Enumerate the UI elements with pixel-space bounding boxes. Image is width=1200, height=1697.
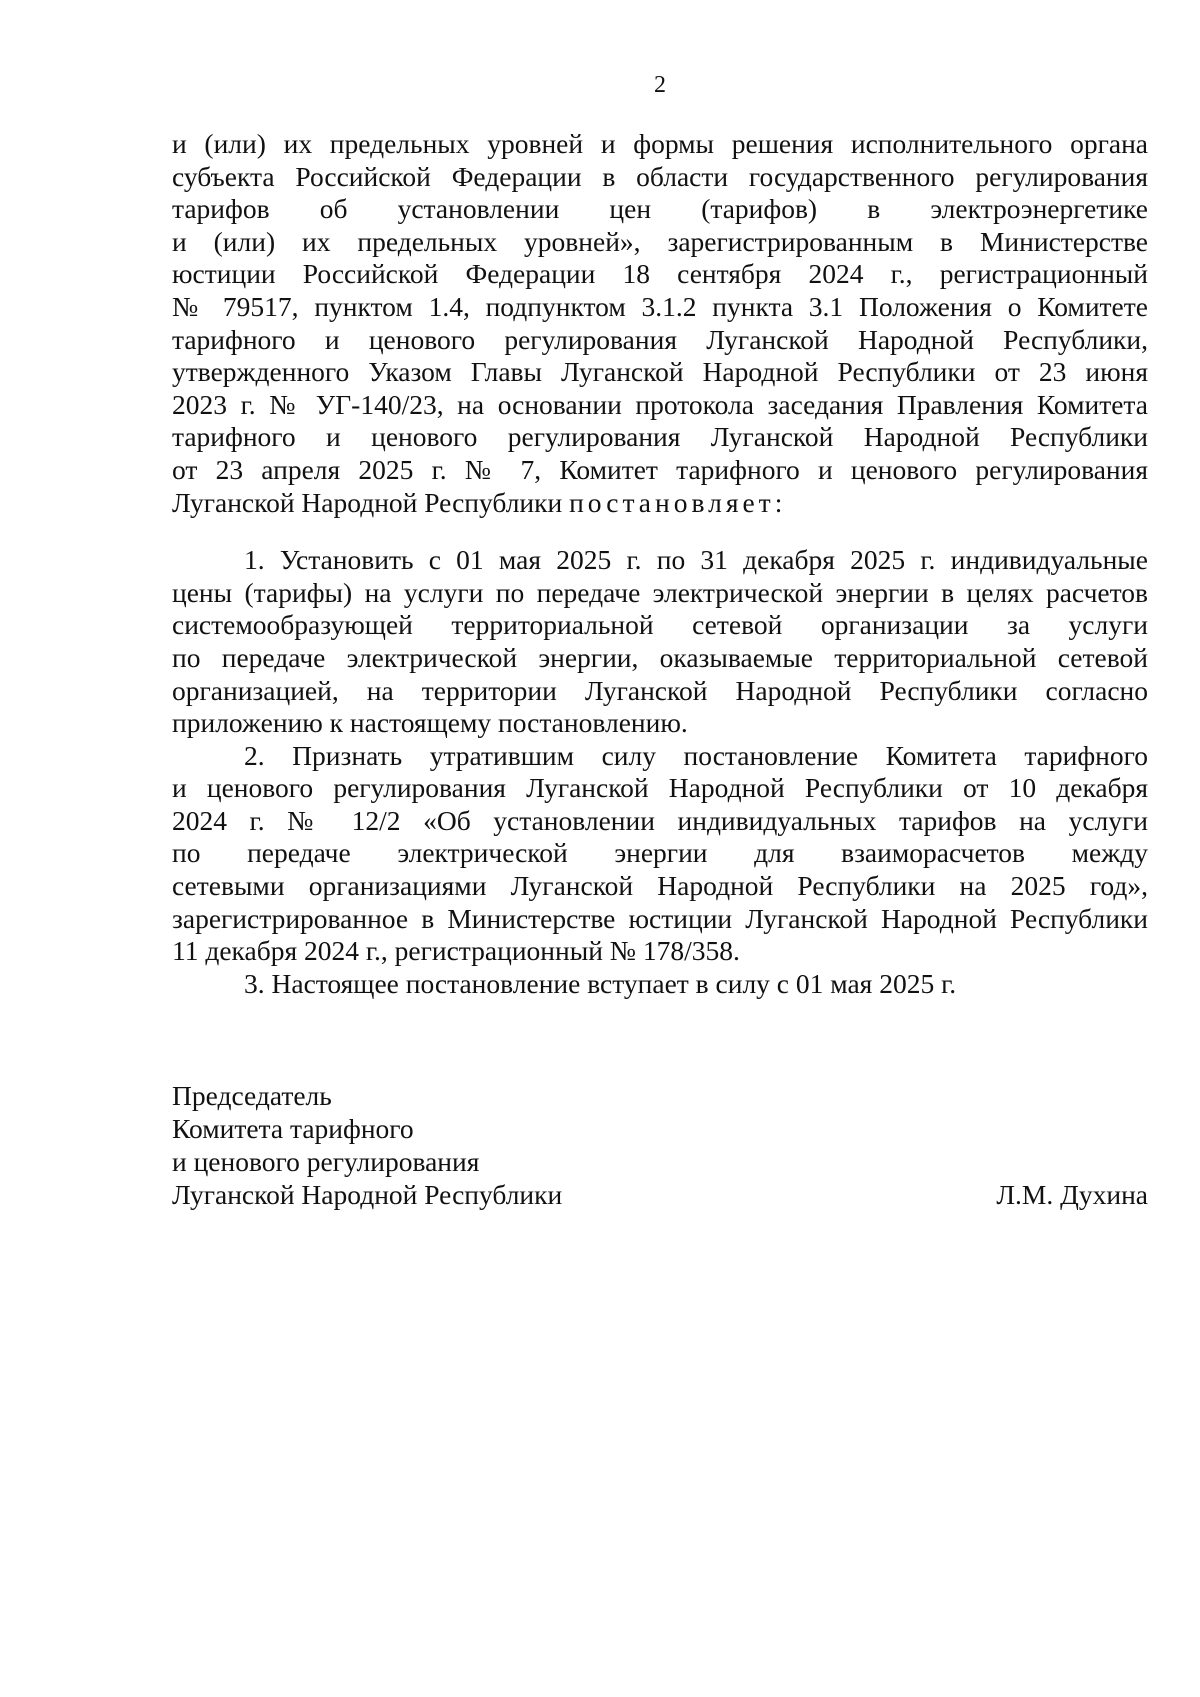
signature-block <box>172 1079 1148 1211</box>
item-3-paragraph <box>172 968 1148 1001</box>
item-1-line: организацией, на территории Луганской Народной Республики согласно <box>172 674 1148 706</box>
signatory-name: Л.М. Духина <box>996 1179 1148 1210</box>
preamble-line: и (или) их предельных уровней и формы решения исполнительного органа <box>172 128 1148 159</box>
item-2-paragraph <box>172 740 1148 968</box>
item-2-line: 2024 г. № 12/2 «Об установлении индивидуальных тарифов на услуги <box>172 804 1148 836</box>
item-2-line: зарегистрированное в Министерстве юстиции Луганской Народной Республики <box>172 902 1148 934</box>
preamble-line: 2023 г. № УГ-140/23, на основании протокола заседания Правления Комитета <box>172 388 1148 420</box>
paragraph-gap <box>172 519 1148 544</box>
item-1-line: по передаче электрической энергии, оказываемые территориальной сетевой <box>172 641 1148 673</box>
item-1-line: цены (тарифы) на услуги по передаче электрической энергии в целях расчетов <box>172 576 1148 608</box>
signatory-title-line: Председатель <box>172 1080 332 1111</box>
page-number: 2 <box>654 72 666 98</box>
item-1-line: приложению к настоящему постановлению. <box>172 707 688 739</box>
preamble-line: юстиции Российской Федерации 18 сентября 2024 г., регистрационный <box>172 258 1148 290</box>
item-3-line: 3. Настоящее постановление вступает в силу с 01 мая 2025 г. <box>244 967 957 999</box>
item-1-paragraph <box>172 544 1148 740</box>
preamble-line: тарифного и ценового регулирования Луганской Народной Республики, <box>172 323 1148 355</box>
item-2-line: сетевыми организациями Луганской Народной Республики на 2025 год», <box>172 870 1148 902</box>
item-2-line: 11 декабря 2024 г., регистрационный № 178/358. <box>172 935 740 967</box>
document-body <box>172 128 1148 1000</box>
item-2-line: 2. Признать утратившим силу постановление Комитета тарифного <box>244 739 1148 771</box>
preamble-line: тарифов об установлении цен (тарифов) в электроэнергетике <box>172 193 1148 225</box>
resolves-word: постановляет: <box>569 486 787 518</box>
item-1-line: системообразующей территориальной сетевой организации за услуги <box>172 609 1148 641</box>
preamble-final-text: Луганской Народной Республики <box>172 486 570 518</box>
item-1-line: 1. Установить с 01 мая 2025 г. по 31 декабря 2025 г. индивидуальные <box>244 544 1148 576</box>
preamble-line: № 79517, пунктом 1.4, подпунктом 3.1.2 пункта 3.1 Положения о Комитете <box>172 290 1148 322</box>
item-2-line: и ценового регулирования Луганской Народной Республики от 10 декабря <box>172 772 1148 804</box>
signatory-title-line: Комитета тарифного <box>172 1113 414 1144</box>
signatory-title-line: Луганской Народной Республики <box>172 1179 563 1210</box>
preamble-line-final <box>172 487 1148 520</box>
item-2-line: по передаче электрической энергии для взаиморасчетов между <box>172 837 1148 869</box>
signatory-title-line: и ценового регулирования <box>172 1146 480 1177</box>
preamble-line: субъекта Российской Федерации в области государственного регулирования <box>172 160 1148 192</box>
preamble-paragraph <box>172 128 1148 519</box>
preamble-line: и (или) их предельных уровней», зарегистрированным в Министерстве <box>172 225 1148 257</box>
preamble-line: тарифного и ценового регулирования Луганской Народной Республики <box>172 421 1148 453</box>
preamble-line: утвержденного Указом Главы Луганской Народной Республики от 23 июня <box>172 356 1148 388</box>
preamble-line: от 23 апреля 2025 г. № 7, Комитет тарифного и ценового регулирования <box>172 453 1148 485</box>
